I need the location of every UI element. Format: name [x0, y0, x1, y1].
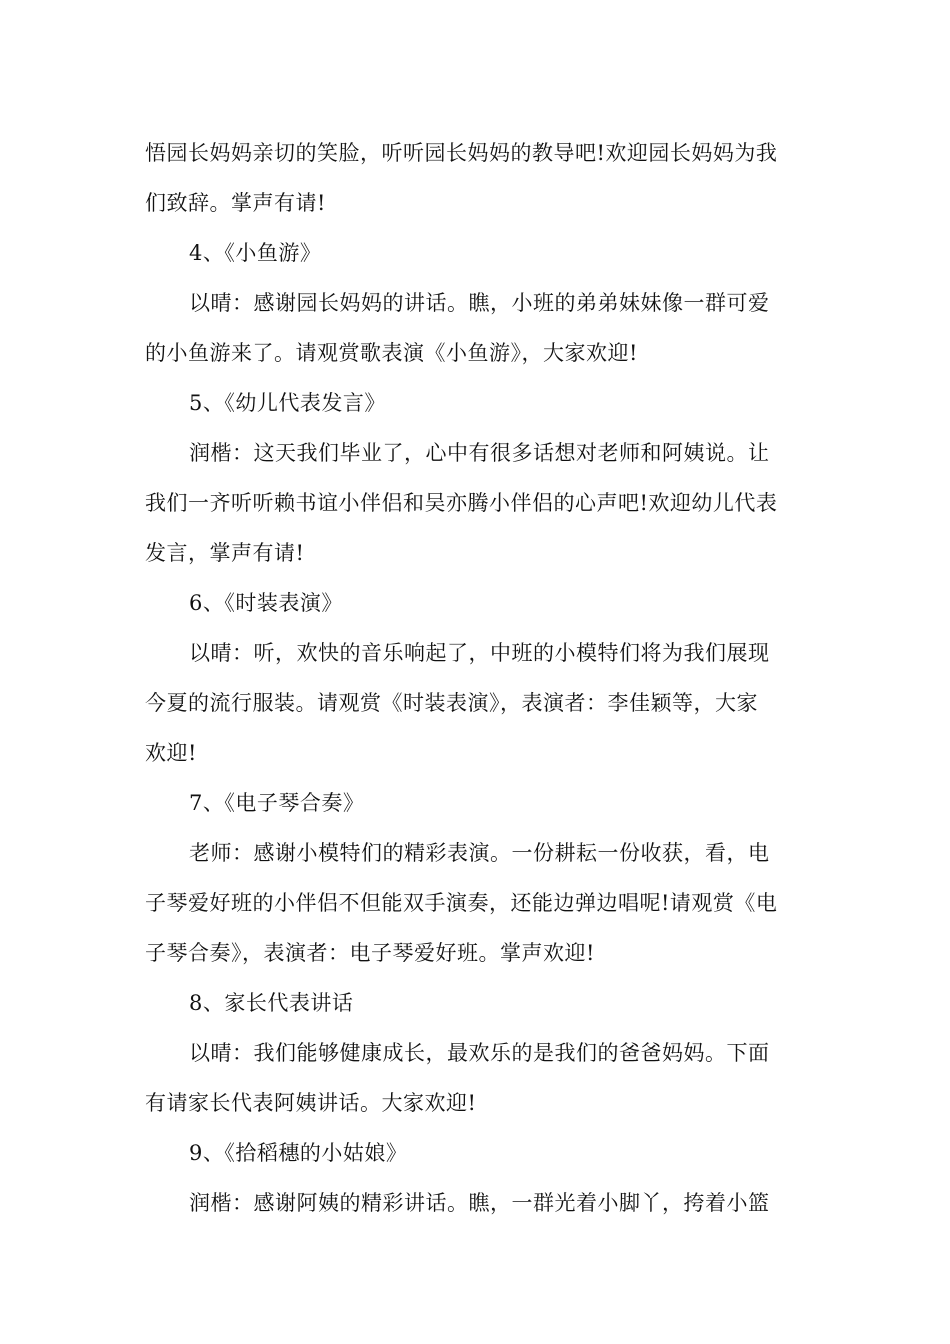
text-line: 以晴：我们能够健康成长，最欢乐的是我们的爸爸妈妈。下面 [189, 1041, 770, 1065]
text-line: 以晴：感谢园长妈妈的讲话。瞧，小班的弟弟妹妹像一群可爱 [189, 291, 770, 315]
text-line: 的小鱼游来了。请观赏歌表演《小鱼游》，大家欢迎! [145, 341, 638, 365]
program-item-heading: 7、《电子琴合奏》 [189, 791, 365, 815]
program-item-heading: 6、《时装表演》 [189, 591, 343, 615]
text-line: 有请家长代表阿姨讲话。大家欢迎! [145, 1091, 477, 1115]
document-body [145, 128, 815, 1228]
text-line: 悟园长妈妈亲切的笑脸，听听园长妈妈的教导吧!欢迎园长妈妈为我 [145, 141, 778, 165]
program-item-heading: 4、《小鱼游》 [189, 241, 322, 265]
text-line: 子琴合奏》，表演者：电子琴爱好班。掌声欢迎! [145, 941, 595, 965]
text-line: 今夏的流行服装。请观赏《时装表演》，表演者：李佳颖等，大家 [145, 691, 758, 715]
text-line: 润楷：感谢阿姨的精彩讲话。瞧，一群光着小脚丫，挎着小篮 [189, 1191, 770, 1215]
text-line: 欢迎! [145, 741, 197, 765]
program-item-heading: 8、家长代表讲话 [189, 991, 354, 1015]
text-line: 润楷：这天我们毕业了，心中有很多话想对老师和阿姨说。让 [189, 441, 770, 465]
text-line: 我们一齐听听赖书谊小伴侣和吴亦腾小伴侣的心声吧!欢迎幼儿代表 [145, 491, 778, 515]
text-line: 以晴：听，欢快的音乐响起了，中班的小模特们将为我们展现 [189, 641, 770, 665]
program-item-heading: 9、《拾稻穗的小姑娘》 [189, 1141, 408, 1165]
text-line: 子琴爱好班的小伴侣不但能双手演奏，还能边弹边唱呢!请观赏《电 [145, 891, 778, 915]
text-line: 们致辞。掌声有请! [145, 191, 326, 215]
text-line: 老师：感谢小模特们的精彩表演。一份耕耘一份收获，看，电 [189, 841, 770, 865]
program-item-heading: 5、《幼儿代表发言》 [189, 391, 386, 415]
text-line: 发言，掌声有请! [145, 541, 305, 565]
